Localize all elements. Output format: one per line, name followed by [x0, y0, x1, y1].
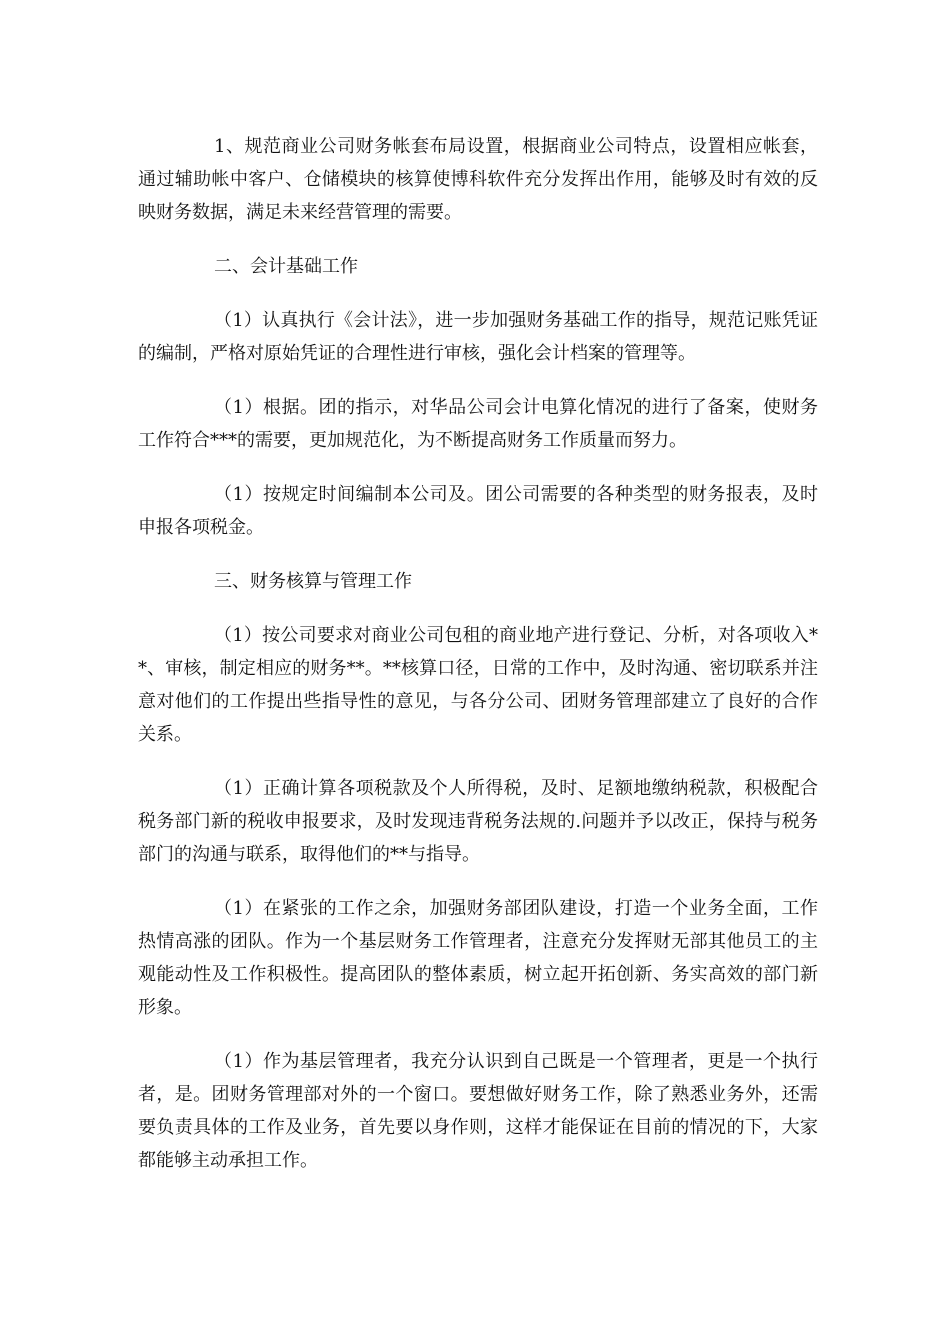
paragraph-3-3: （1）在紧张的工作之余，加强财务部团队建设，打造一个业务全面，工作热情高涨的团队。作为一个基层财务工作管理者，注意充分发挥财无部其他员工的主观能动性及工作积极性。提高团队的整体素质，树立起开拓创新、务实高效的部门新形象。 — [138, 898, 818, 1018]
document-page — [138, 130, 818, 1198]
section-heading-2: 二、会计基础工作 — [214, 256, 358, 277]
paragraph-1: 1、规范商业公司财务帐套布局设置，根据商业公司特点，设置相应帐套，通过辅助帐中客户、仓储模块的核算使博科软件充分发挥出作用，能够及时有效的反映财务数据，满足未来经营管理的需要。 — [138, 136, 818, 223]
paragraph-2-1: （1）认真执行《会计法》，进一步加强财务基础工作的指导，规范记账凭证的编制，严格对原始凭证的合理性进行审核，强化会计档案的管理等。 — [138, 310, 818, 364]
paragraph-3-2: （1）正确计算各项税款及个人所得税，及时、足额地缴纳税款，积极配合税务部门新的税收申报要求，及时发现违背税务法规的.问题并予以改正，保持与税务部门的沟通与联系，取得他们的**与指导。 — [138, 778, 818, 865]
paragraph-2-3: （1）按规定时间编制本公司及。团公司需要的各种类型的财务报表，及时申报各项税金。 — [138, 484, 818, 538]
paragraph-2-2: （1）根据。团的指示，对华品公司会计电算化情况的进行了备案，使财务工作符合***的需要，更加规范化，为不断提高财务工作质量而努力。 — [138, 397, 818, 451]
section-heading-3: 三、财务核算与管理工作 — [214, 571, 412, 592]
paragraph-3-4: （1）作为基层管理者，我充分认识到自己既是一个管理者，更是一个执行者，是。团财务管理部对外的一个窗口。要想做好财务工作，除了熟悉业务外，还需要负责具体的工作及业务，首先要以身作则，这样才能保证在目前的情况的下，大家都能够主动承担工作。 — [138, 1051, 818, 1171]
paragraph-3-1: （1）按公司要求对商业公司包租的商业地产进行登记、分析，对各项收入**、审核，制定相应的财务**。**核算口径，日常的工作中，及时沟通、密切联系并注意对他们的工作提出些指导性的意见，与各分公司、团财务管理部建立了良好的合作关系。 — [138, 625, 818, 745]
